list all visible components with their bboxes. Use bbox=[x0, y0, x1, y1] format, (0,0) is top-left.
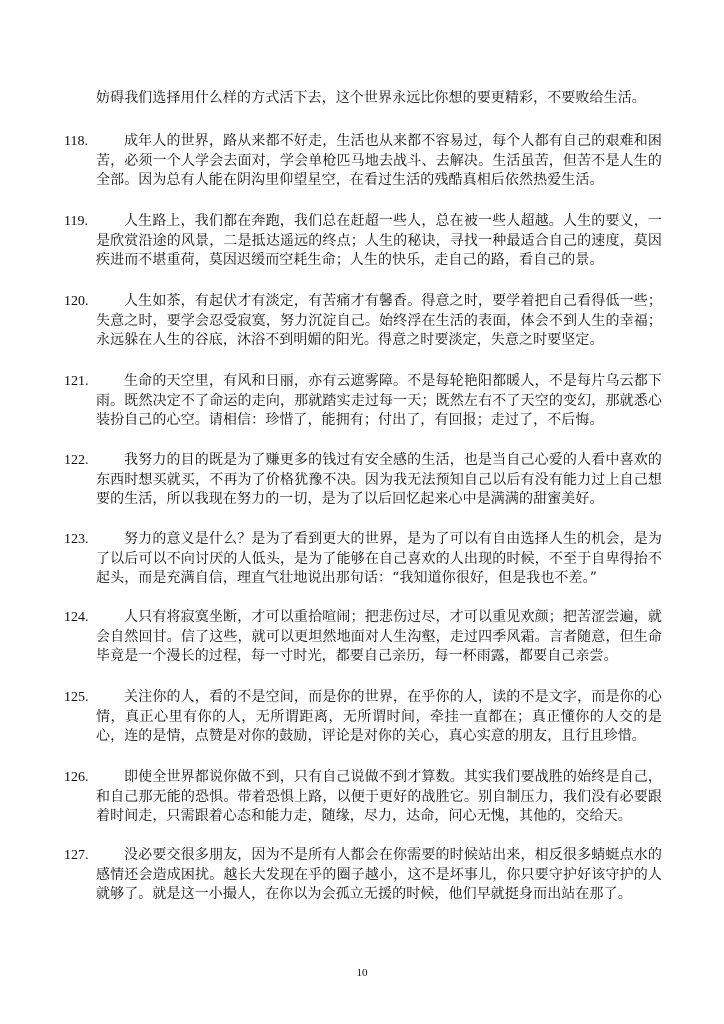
item-text: 人只有将寂寞坐断，才可以重拾喧闹；把悲伤过尽，才可以重见欢颜；把苦涩尝遍，就会自然回甘。信了这些，就可以更坦然地面对人生沟壑，走过四季风霜。言者随意，但生命毕竟是一个漫长的过程，每一寸时光，都要自己亲历，每一杯雨露，都要自己亲尝。 bbox=[96, 609, 662, 664]
item-number: 123. bbox=[64, 532, 89, 547]
item-number: 126. bbox=[64, 770, 89, 785]
item-number: 127. bbox=[64, 848, 89, 863]
item-text: 人生路上，我们都在奔跑，我们总在赶超一些人，总在被一些人超越。人生的要义，一是欣赏沿途的风景，二是抵达遥远的终点；人生的秘诀，寻找一种最适合自己的速度，莫因疾进而不堪重荷，莫因迟缓而空耗生命；人生的快乐，走自己的路，看自己的景。 bbox=[96, 213, 662, 268]
continuation-paragraph: 妨碍我们选择用什么样的方式活下去，这个世界永远比你想的要更精彩，不要败给生活。 bbox=[96, 90, 646, 106]
item-text: 努力的意义是什么？是为了看到更大的世界，是为了可以有自由选择人生的机会，是为了以后可以不向讨厌的人低头，是为了能够在自己喜欢的人出现的时候，不至于自卑得抬不起头，而是充满自信，理直气壮地说出那句话：“我知道你很好，但是我也不差。” bbox=[96, 531, 662, 586]
item-number: 125. bbox=[64, 690, 89, 705]
item-text: 没必要交很多朋友，因为不是所有人都会在你需要的时候站出来，相反很多蜻蜓点水的感情还会造成困扰。越长大发现在乎的圈子越小，这不是坏事儿，你只要守护好该守护的人就够了。就是这一小撮人，在你以为会孤立无援的时候，他们早就挺身而出站在那了。 bbox=[96, 847, 662, 902]
item-number: 118. bbox=[64, 134, 88, 149]
item-text: 人生如茶，有起伏才有淡定，有苦痛才有馨香。得意之时，要学着把自己看得低一些；失意之时，要学会忍受寂寞，努力沉淀自己。始终浮在生活的表面，体会不到人生的幸福；永远躲在人生的谷底，沐浴不到明媚的阳光。得意之时要淡定，失意之时要坚定。 bbox=[96, 293, 662, 348]
item-number: 124. bbox=[64, 610, 89, 625]
item-number: 122. bbox=[64, 453, 89, 468]
item-text: 关注你的人，看的不是空间，而是你的世界，在乎你的人，读的不是文字，而是你的心情，真正心里有你的人，无所谓距离，无所谓时间，牵挂一直都在；真正懂你的人交的是心，连的是情，点赞是对你的鼓励，评论是对你的关心，真心实意的朋友，且行且珍惜。 bbox=[96, 689, 662, 744]
page-number: 10 bbox=[356, 967, 368, 979]
item-text: 即使全世界都说你做不到，只有自己说做不到才算数。其实我们要战胜的始终是自己，和自己那无能的恐惧。带着恐惧上路，以便于更好的战胜它。别自制压力，我们没有必要跟着时间走，只需跟着心态和能力走，随缘，尽力，达命，问心无愧，其他的，交给天。 bbox=[96, 769, 662, 824]
item-number: 121. bbox=[64, 374, 89, 389]
item-text: 成年人的世界，路从来都不好走，生活也从来都不容易过，每个人都有自己的艰难和困苦，必须一个人学会去面对，学会单枪匹马地去战斗、去解决。生活虽苦，但苦不是人生的全部。因为总有人能在阴沟里仰望星空，在看过生活的残酷真相后依然热爱生活。 bbox=[96, 133, 662, 188]
item-text: 我努力的目的既是为了赚更多的钱过有安全感的生活，也是当自己心爱的人看中喜欢的东西时想买就买，不再为了价格犹豫不决。因为我无法预知自己以后有没有能力过上自己想要的生活，所以我现在努力的一切，是为了以后回忆起来心中是满满的甜蜜美好。 bbox=[96, 452, 662, 507]
item-number: 119. bbox=[64, 214, 88, 229]
item-text: 生命的天空里，有风和日丽，亦有云遮雾障。不是每轮艳阳都暖人，不是每片乌云都下雨。既然决定不了命运的走向，那就踏实走过每一天；既然左右不了天空的变幻，那就悉心装扮自己的心空。请相信：珍惜了，能拥有；付出了，有回报；走过了，不后悔。 bbox=[96, 373, 662, 428]
item-number: 120. bbox=[64, 294, 89, 309]
